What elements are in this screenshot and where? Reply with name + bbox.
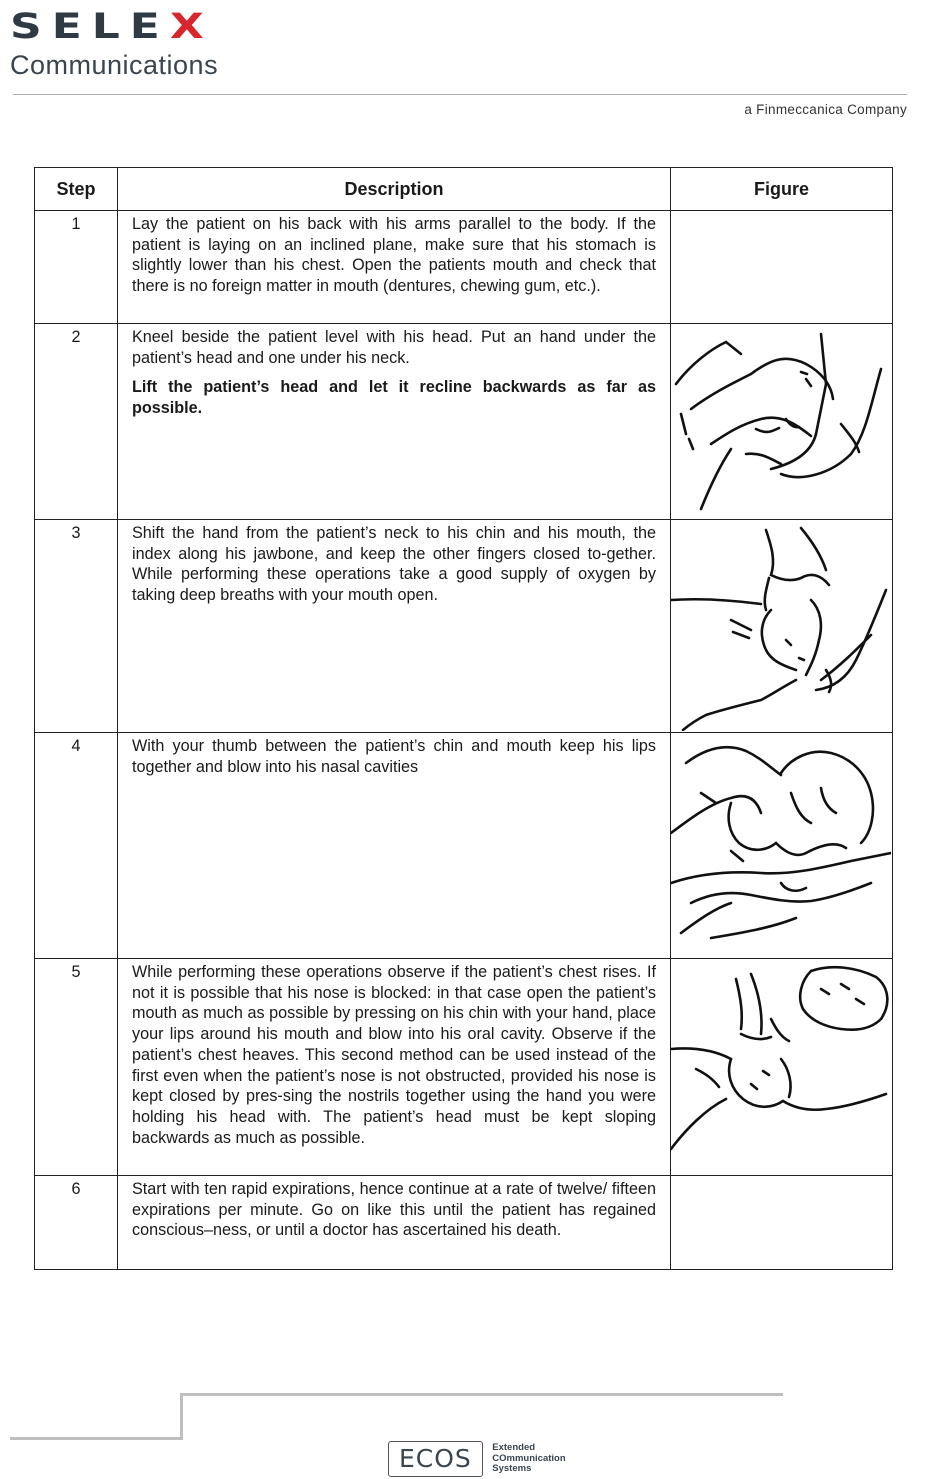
table-row (35, 959, 893, 1176)
step-number: 5 (35, 959, 118, 1176)
header-description: Description (118, 168, 671, 211)
figure-cell (671, 959, 893, 1176)
step-text: Kneel beside the patient level with his head. Put an hand under the patient’s head and one under his neck. (132, 328, 656, 367)
step-number: 4 (35, 733, 118, 959)
table-header-row (35, 168, 893, 211)
step-text: Start with ten rapid expirations, hence continue at a rate of twelve/ fifteen expirations per minute. Go on like this until the patient has regained conscious–ness, or until a doctor has ascertained his death. (132, 1180, 656, 1240)
table-row (35, 733, 893, 959)
figure-cell-empty (671, 1176, 893, 1270)
figure-cell (671, 733, 893, 959)
header-step: Step (35, 168, 118, 211)
step-description (118, 959, 671, 1176)
resuscitation-steps-table (34, 167, 893, 1270)
figure-cell (671, 324, 893, 520)
header-rule (13, 94, 907, 95)
step-description (118, 1176, 671, 1270)
jaw-hold-illustration (671, 520, 891, 731)
logo-secondary: Communications (10, 50, 219, 80)
figure-cell-empty (671, 211, 893, 324)
ecos-line: COmmunication (492, 1452, 566, 1464)
footer-rule (180, 1393, 183, 1439)
selex-logo (10, 6, 219, 81)
figure-cell (671, 520, 893, 733)
header-figure: Figure (671, 168, 893, 211)
table-row (35, 520, 893, 733)
step-number: 2 (35, 324, 118, 520)
footer-rule (180, 1393, 783, 1396)
step-text: With your thumb between the patient’s chin and mouth keep his lips together and blow into his nasal cavities (132, 737, 656, 776)
step-description (118, 733, 671, 959)
step-description (118, 324, 671, 520)
step-number: 6 (35, 1176, 118, 1270)
mouth-blow-illustration (671, 959, 891, 1174)
tagline: a Finmeccanica Company (744, 102, 907, 117)
ecos-logo (388, 1441, 566, 1477)
step-number: 3 (35, 520, 118, 733)
footer-rule (10, 1437, 183, 1440)
table-row (35, 324, 893, 520)
step-text: While performing these operations observe if the patient’s chest rises. If not it is possible that his nose is blocked: in that case open the patient’s mouth as much as possible by pressing on his chin with your hand, place your lips around his mouth and blow into his oral cavity. Observe if the patient’s chest heaves. This second method can be used instead of the first even when the patient’s nose is not obstructed, provided his nose is kept closed by pres-sing the nostrils together using the hand you were holding his head with. The patient’s head must be kept sloping backwards as much as possible. (132, 963, 656, 1147)
table-row (35, 211, 893, 324)
logo-primary: SELEX (10, 6, 214, 47)
step-description (118, 520, 671, 733)
step-number: 1 (35, 211, 118, 324)
step-description (118, 211, 671, 324)
ecos-logo-mark: ECOS (388, 1441, 483, 1477)
nose-blow-illustration (671, 733, 891, 957)
ecos-line: Extended (492, 1442, 536, 1453)
step-text: Lay the patient on his back with his arms parallel to the body. If the patient is laying on an inclined plane, make sure that his stomach is slightly lower than his chest. Open the patients mouth and check that there is no foreign matter in mouth (dentures, chewing gum, etc.). (132, 215, 656, 296)
ecos-logo-subtitle (492, 1443, 565, 1475)
step-bold-text: Lift the patient’s head and let it recline backwards as far as possible. (132, 378, 656, 418)
table-row (35, 1176, 893, 1270)
ecos-line: Systems (492, 1463, 532, 1474)
step-text: Shift the hand from the patient’s neck to his chin and his mouth, the index along his jawbone, and keep the other fingers closed to-gether. While performing these operations take a good supply of oxygen by taking deep breaths with your mouth open. (132, 524, 656, 605)
head-tilt-illustration (671, 324, 891, 518)
